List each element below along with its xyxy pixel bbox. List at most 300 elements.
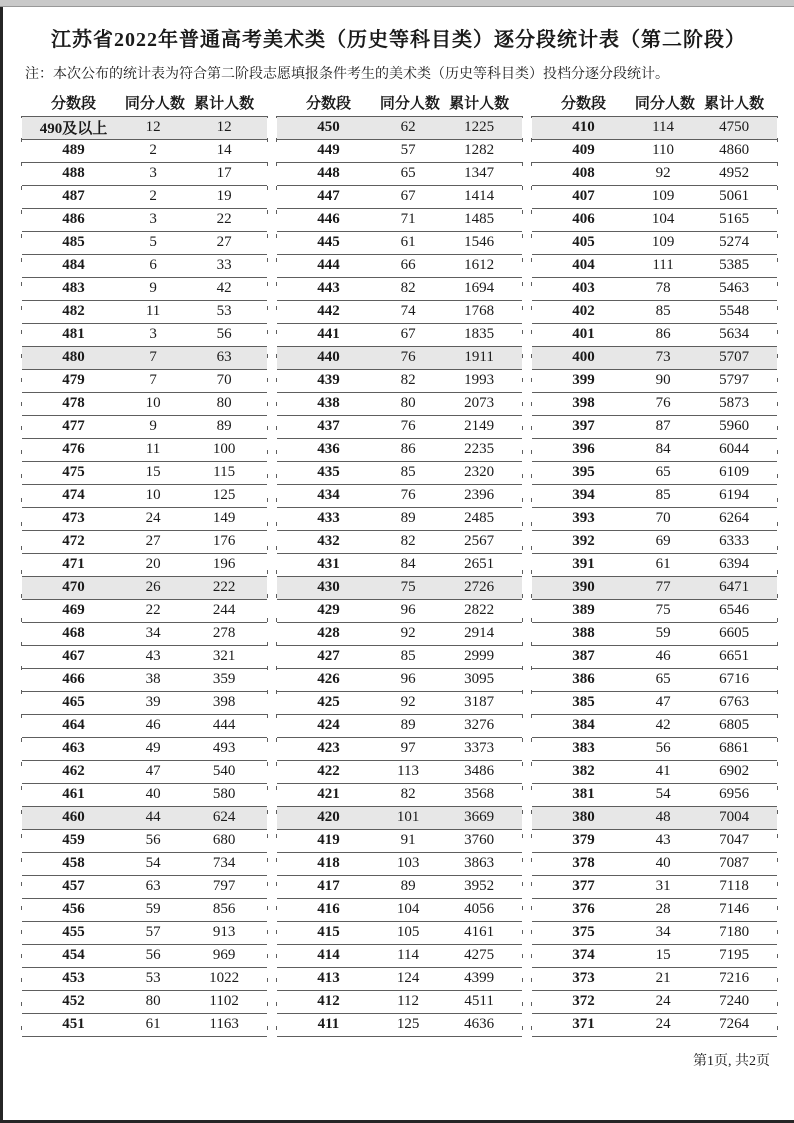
column-header-cumulative: 累计人数 [194, 96, 255, 113]
table-row [532, 369, 777, 392]
cumulative-cell: 6546 [691, 599, 777, 622]
table-row [532, 806, 777, 829]
score-cell: 385 [532, 691, 635, 714]
cumulative-cell: 2567 [436, 530, 522, 553]
count-cell: 109 [635, 185, 691, 208]
cumulative-cell: 1102 [181, 990, 267, 1013]
score-cell: 436 [277, 438, 380, 461]
table-row [277, 875, 522, 898]
table-row [22, 116, 267, 139]
table-row [22, 162, 267, 185]
table-row [22, 438, 267, 461]
count-cell: 3 [125, 208, 181, 231]
cumulative-cell: 624 [181, 806, 267, 829]
count-cell: 54 [125, 852, 181, 875]
score-cell: 458 [22, 852, 125, 875]
cumulative-cell: 1022 [181, 967, 267, 990]
score-cell: 404 [532, 254, 635, 277]
count-cell: 67 [380, 185, 436, 208]
score-table-2 [277, 90, 522, 1037]
cumulative-cell: 89 [181, 415, 267, 438]
count-cell: 49 [125, 737, 181, 760]
count-cell: 111 [635, 254, 691, 277]
count-cell: 84 [380, 553, 436, 576]
cumulative-cell: 321 [181, 645, 267, 668]
score-cell: 474 [22, 484, 125, 507]
cumulative-cell: 493 [181, 737, 267, 760]
cumulative-cell: 2999 [436, 645, 522, 668]
count-cell: 28 [635, 898, 691, 921]
cumulative-cell: 2726 [436, 576, 522, 599]
cumulative-cell: 42 [181, 277, 267, 300]
score-cell: 380 [532, 806, 635, 829]
score-cell: 417 [277, 875, 380, 898]
score-cell: 460 [22, 806, 125, 829]
cumulative-cell: 2320 [436, 461, 522, 484]
table-row [532, 208, 777, 231]
cumulative-cell: 3187 [436, 691, 522, 714]
score-cell: 464 [22, 714, 125, 737]
cumulative-cell: 1163 [181, 1013, 267, 1036]
score-cell: 418 [277, 852, 380, 875]
cumulative-cell: 1546 [436, 231, 522, 254]
count-cell: 46 [635, 645, 691, 668]
count-cell: 65 [635, 461, 691, 484]
column-header-score: 分数段 [560, 96, 606, 113]
count-cell: 76 [380, 346, 436, 369]
cumulative-cell: 444 [181, 714, 267, 737]
score-cell: 387 [532, 645, 635, 668]
table-row [277, 438, 522, 461]
table-edge-ticks [267, 116, 268, 1037]
count-cell: 2 [125, 185, 181, 208]
score-cell: 488 [22, 162, 125, 185]
table-row [22, 599, 267, 622]
table-row [22, 346, 267, 369]
cumulative-cell: 5873 [691, 392, 777, 415]
table-row [532, 484, 777, 507]
score-cell: 465 [22, 691, 125, 714]
cumulative-cell: 6861 [691, 737, 777, 760]
table-header-row [277, 90, 522, 116]
cumulative-cell: 6471 [691, 576, 777, 599]
table-row [277, 461, 522, 484]
column-header-count: 同分人数 [124, 96, 185, 113]
score-cell: 424 [277, 714, 380, 737]
table-row [277, 208, 522, 231]
score-cell: 420 [277, 806, 380, 829]
cumulative-cell: 4056 [436, 898, 522, 921]
table-edge-ticks [522, 116, 523, 1037]
score-cell: 376 [532, 898, 635, 921]
count-cell: 41 [635, 760, 691, 783]
cumulative-cell: 22 [181, 208, 267, 231]
cumulative-cell: 1282 [436, 139, 522, 162]
score-cell: 389 [532, 599, 635, 622]
count-cell: 43 [125, 645, 181, 668]
cumulative-cell: 6264 [691, 507, 777, 530]
cumulative-cell: 680 [181, 829, 267, 852]
table-row [277, 300, 522, 323]
count-cell: 31 [635, 875, 691, 898]
count-cell: 103 [380, 852, 436, 875]
score-cell: 472 [22, 530, 125, 553]
count-cell: 85 [380, 461, 436, 484]
score-cell: 414 [277, 944, 380, 967]
count-cell: 15 [125, 461, 181, 484]
cumulative-cell: 80 [181, 392, 267, 415]
table-row [277, 806, 522, 829]
count-cell: 54 [635, 783, 691, 806]
score-cell: 429 [277, 599, 380, 622]
score-cell: 468 [22, 622, 125, 645]
cumulative-cell: 1694 [436, 277, 522, 300]
table-row [22, 530, 267, 553]
table-row [22, 231, 267, 254]
count-cell: 85 [635, 484, 691, 507]
table-row [22, 898, 267, 921]
column-header-score: 分数段 [50, 96, 96, 113]
cumulative-cell: 63 [181, 346, 267, 369]
score-cell: 371 [532, 1013, 635, 1036]
score-cell: 413 [277, 967, 380, 990]
cumulative-cell: 3373 [436, 737, 522, 760]
count-cell: 77 [635, 576, 691, 599]
count-cell: 48 [635, 806, 691, 829]
page-footer: 第1页, 共2页 [693, 1053, 770, 1069]
score-cell: 444 [277, 254, 380, 277]
table-row [532, 461, 777, 484]
count-cell: 80 [125, 990, 181, 1013]
table-row [532, 1013, 777, 1036]
table-row [22, 392, 267, 415]
cumulative-cell: 33 [181, 254, 267, 277]
table-row [532, 323, 777, 346]
count-cell: 82 [380, 277, 436, 300]
score-cell: 455 [22, 921, 125, 944]
table-row [532, 737, 777, 760]
count-cell: 7 [125, 346, 181, 369]
column-header-score: 分数段 [305, 96, 351, 113]
cumulative-cell: 6902 [691, 760, 777, 783]
count-cell: 76 [380, 415, 436, 438]
score-cell: 373 [532, 967, 635, 990]
table-row [22, 737, 267, 760]
cumulative-cell: 27 [181, 231, 267, 254]
count-cell: 11 [125, 300, 181, 323]
table-row [532, 691, 777, 714]
cumulative-cell: 7004 [691, 806, 777, 829]
cumulative-cell: 6194 [691, 484, 777, 507]
table-row [277, 553, 522, 576]
cumulative-cell: 1768 [436, 300, 522, 323]
score-cell: 405 [532, 231, 635, 254]
score-cell: 487 [22, 185, 125, 208]
score-cell: 426 [277, 668, 380, 691]
score-cell: 396 [532, 438, 635, 461]
table-row [22, 783, 267, 806]
count-cell: 92 [380, 691, 436, 714]
cumulative-cell: 2822 [436, 599, 522, 622]
score-cell: 402 [532, 300, 635, 323]
count-cell: 105 [380, 921, 436, 944]
table-row [277, 691, 522, 714]
table-row [277, 277, 522, 300]
table-row [277, 415, 522, 438]
count-cell: 85 [635, 300, 691, 323]
count-cell: 63 [125, 875, 181, 898]
table-row [532, 760, 777, 783]
table-row [277, 921, 522, 944]
count-cell: 61 [380, 231, 436, 254]
score-cell: 463 [22, 737, 125, 760]
table-row [22, 507, 267, 530]
note-text: 注：本次公布的统计表为符合第二阶段志愿填报条件考生的美术类（历史等科目类）投档分逐分段统计。 [25, 67, 669, 82]
table-row [532, 967, 777, 990]
cumulative-cell: 6651 [691, 645, 777, 668]
cumulative-cell: 969 [181, 944, 267, 967]
score-cell: 411 [277, 1013, 380, 1036]
score-cell: 489 [22, 139, 125, 162]
table-row [277, 392, 522, 415]
table-row [532, 415, 777, 438]
table-edge-ticks [777, 116, 778, 1037]
count-cell: 61 [125, 1013, 181, 1036]
cumulative-cell: 100 [181, 438, 267, 461]
table-row [277, 737, 522, 760]
table-row [277, 668, 522, 691]
cumulative-cell: 6763 [691, 691, 777, 714]
cumulative-cell: 5634 [691, 323, 777, 346]
cumulative-cell: 5274 [691, 231, 777, 254]
cumulative-cell: 4511 [436, 990, 522, 1013]
cumulative-cell: 2485 [436, 507, 522, 530]
cumulative-cell: 5707 [691, 346, 777, 369]
cumulative-cell: 7216 [691, 967, 777, 990]
count-cell: 112 [380, 990, 436, 1013]
cumulative-cell: 6333 [691, 530, 777, 553]
count-cell: 47 [125, 760, 181, 783]
table-row [22, 139, 267, 162]
table-row [277, 898, 522, 921]
table-row [532, 507, 777, 530]
score-tables-container [3, 90, 794, 1037]
score-cell: 466 [22, 668, 125, 691]
table-row [22, 714, 267, 737]
count-cell: 7 [125, 369, 181, 392]
cumulative-cell: 3568 [436, 783, 522, 806]
count-cell: 80 [380, 392, 436, 415]
cumulative-cell: 222 [181, 576, 267, 599]
score-cell: 479 [22, 369, 125, 392]
cumulative-cell: 176 [181, 530, 267, 553]
score-cell: 375 [532, 921, 635, 944]
score-cell: 394 [532, 484, 635, 507]
cumulative-cell: 4161 [436, 921, 522, 944]
count-cell: 109 [635, 231, 691, 254]
cumulative-cell: 70 [181, 369, 267, 392]
score-cell: 390 [532, 576, 635, 599]
count-cell: 42 [635, 714, 691, 737]
cumulative-cell: 14 [181, 139, 267, 162]
table-row [532, 645, 777, 668]
table-row [22, 921, 267, 944]
table-row [277, 599, 522, 622]
table-row [22, 691, 267, 714]
score-cell: 437 [277, 415, 380, 438]
score-cell: 391 [532, 553, 635, 576]
table-row [532, 438, 777, 461]
score-cell: 383 [532, 737, 635, 760]
cumulative-cell: 115 [181, 461, 267, 484]
count-cell: 65 [635, 668, 691, 691]
table-row [22, 645, 267, 668]
score-cell: 395 [532, 461, 635, 484]
count-cell: 66 [380, 254, 436, 277]
table-row [277, 116, 522, 139]
score-cell: 456 [22, 898, 125, 921]
table-row [22, 990, 267, 1013]
count-cell: 20 [125, 553, 181, 576]
count-cell: 56 [635, 737, 691, 760]
score-cell: 432 [277, 530, 380, 553]
score-cell: 462 [22, 760, 125, 783]
cumulative-cell: 2149 [436, 415, 522, 438]
score-cell: 477 [22, 415, 125, 438]
score-cell: 416 [277, 898, 380, 921]
count-cell: 27 [125, 530, 181, 553]
table-row [532, 921, 777, 944]
count-cell: 104 [635, 208, 691, 231]
count-cell: 59 [125, 898, 181, 921]
count-cell: 34 [125, 622, 181, 645]
cumulative-cell: 5548 [691, 300, 777, 323]
score-cell: 374 [532, 944, 635, 967]
score-cell: 446 [277, 208, 380, 231]
score-cell: 423 [277, 737, 380, 760]
cumulative-cell: 1485 [436, 208, 522, 231]
count-cell: 90 [635, 369, 691, 392]
table-row [277, 829, 522, 852]
cumulative-cell: 278 [181, 622, 267, 645]
count-cell: 24 [125, 507, 181, 530]
count-cell: 26 [125, 576, 181, 599]
table-row [277, 530, 522, 553]
score-cell: 388 [532, 622, 635, 645]
score-cell: 401 [532, 323, 635, 346]
table-row [22, 622, 267, 645]
score-cell: 397 [532, 415, 635, 438]
table-row [22, 760, 267, 783]
table-row [532, 553, 777, 576]
cumulative-cell: 6956 [691, 783, 777, 806]
table-row [22, 806, 267, 829]
score-cell: 441 [277, 323, 380, 346]
count-cell: 47 [635, 691, 691, 714]
cumulative-cell: 3952 [436, 875, 522, 898]
cumulative-cell: 6044 [691, 438, 777, 461]
score-cell: 400 [532, 346, 635, 369]
count-cell: 70 [635, 507, 691, 530]
cumulative-cell: 7180 [691, 921, 777, 944]
score-table-1 [22, 90, 267, 1037]
score-cell: 478 [22, 392, 125, 415]
score-cell: 438 [277, 392, 380, 415]
count-cell: 86 [635, 323, 691, 346]
cumulative-cell: 1911 [436, 346, 522, 369]
count-cell: 57 [380, 139, 436, 162]
table-row [532, 139, 777, 162]
score-cell: 470 [22, 576, 125, 599]
column-header-cumulative: 累计人数 [449, 96, 510, 113]
cumulative-cell: 3095 [436, 668, 522, 691]
table-row [532, 116, 777, 139]
count-cell: 82 [380, 369, 436, 392]
score-cell: 425 [277, 691, 380, 714]
cumulative-cell: 2235 [436, 438, 522, 461]
score-cell: 408 [532, 162, 635, 185]
score-cell: 428 [277, 622, 380, 645]
count-cell: 78 [635, 277, 691, 300]
table-row [22, 254, 267, 277]
score-cell: 415 [277, 921, 380, 944]
count-cell: 86 [380, 438, 436, 461]
count-cell: 10 [125, 392, 181, 415]
score-cell: 434 [277, 484, 380, 507]
cumulative-cell: 3863 [436, 852, 522, 875]
cumulative-cell: 5165 [691, 208, 777, 231]
table-row [22, 668, 267, 691]
score-cell: 386 [532, 668, 635, 691]
table-row [277, 990, 522, 1013]
table-row [22, 461, 267, 484]
table-row [532, 668, 777, 691]
table-row [22, 208, 267, 231]
score-cell: 453 [22, 967, 125, 990]
count-cell: 9 [125, 277, 181, 300]
cumulative-cell: 6716 [691, 668, 777, 691]
cumulative-cell: 17 [181, 162, 267, 185]
window-top-strip [0, 0, 794, 7]
score-cell: 435 [277, 461, 380, 484]
cumulative-cell: 56 [181, 323, 267, 346]
column-header-count: 同分人数 [634, 96, 695, 113]
score-cell: 421 [277, 783, 380, 806]
cumulative-cell: 4952 [691, 162, 777, 185]
score-cell: 409 [532, 139, 635, 162]
document-page [0, 7, 794, 1123]
count-cell: 75 [635, 599, 691, 622]
cumulative-cell: 125 [181, 484, 267, 507]
count-cell: 97 [380, 737, 436, 760]
score-cell: 427 [277, 645, 380, 668]
count-cell: 114 [380, 944, 436, 967]
score-cell: 475 [22, 461, 125, 484]
count-cell: 96 [380, 668, 436, 691]
count-cell: 46 [125, 714, 181, 737]
table-row [532, 346, 777, 369]
count-cell: 87 [635, 415, 691, 438]
count-cell: 125 [380, 1013, 436, 1036]
score-cell: 410 [532, 116, 635, 139]
count-cell: 65 [380, 162, 436, 185]
score-cell: 406 [532, 208, 635, 231]
score-cell: 485 [22, 231, 125, 254]
cumulative-cell: 6394 [691, 553, 777, 576]
score-cell: 448 [277, 162, 380, 185]
count-cell: 43 [635, 829, 691, 852]
table-row [532, 162, 777, 185]
